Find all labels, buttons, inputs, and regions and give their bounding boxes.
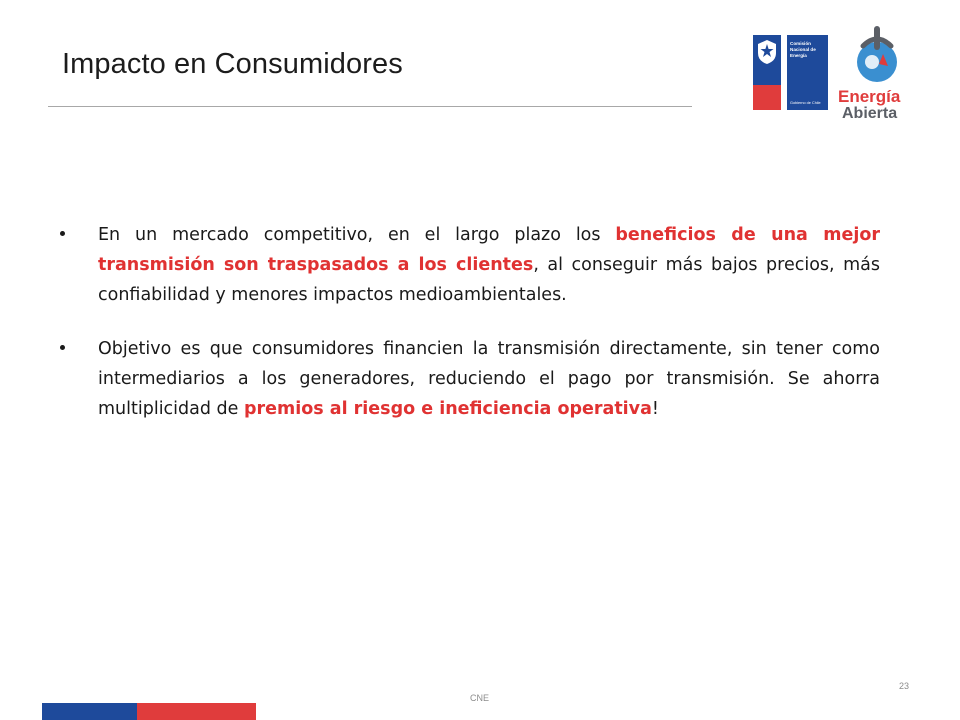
slide-title: Impacto en Consumidores bbox=[62, 48, 403, 80]
bullet-dot-icon bbox=[60, 345, 65, 350]
bullet-text bbox=[98, 334, 880, 424]
bullet-text-run: Objetivo es que consumidores financien la transmisión directamente, sin tener como intermediarios a los generadores, reduciendo el pago por transmisión. Se ahorra multiplicidad de bbox=[98, 339, 880, 419]
cne-government-logo bbox=[753, 35, 828, 110]
energia-abierta-word1: Energía bbox=[838, 87, 901, 106]
bullet-dot-icon bbox=[60, 231, 65, 236]
cne-logo-government: Gobierno de Chile bbox=[790, 101, 821, 105]
footer-label: CNE bbox=[470, 693, 490, 703]
bullet-text-run: ! bbox=[651, 399, 659, 419]
bullet-highlight: beneficios de una mejor transmisión son traspasados a los clientes bbox=[98, 225, 880, 275]
bullet-text bbox=[98, 220, 880, 310]
energia-abierta-logo bbox=[838, 22, 916, 126]
bullet-highlight: premios al riesgo e ineficiencia operativa bbox=[243, 399, 652, 419]
energia-abierta-word2: Abierta bbox=[842, 105, 898, 122]
footer-bar-red bbox=[137, 703, 256, 720]
bullet-text-run: , al conseguir más bajos precios, más confiabilidad y menores impactos medioambientales. bbox=[98, 255, 881, 305]
bullet-text-run: En un mercado competitivo, en el largo plazo los bbox=[98, 225, 616, 245]
bullet-item bbox=[60, 334, 880, 424]
page-number: 23 bbox=[899, 681, 910, 691]
energy-power-icon bbox=[846, 22, 908, 86]
footer-bar-blue bbox=[42, 703, 137, 720]
cne-logo-line: Comisión bbox=[790, 41, 811, 46]
bullet-list bbox=[60, 220, 880, 448]
cne-logo-line: Nacional de bbox=[790, 47, 816, 52]
title-underline bbox=[48, 106, 692, 107]
chile-seal-icon bbox=[756, 39, 778, 65]
bullet-item bbox=[60, 220, 880, 310]
cne-logo-line: Energía bbox=[790, 53, 807, 58]
